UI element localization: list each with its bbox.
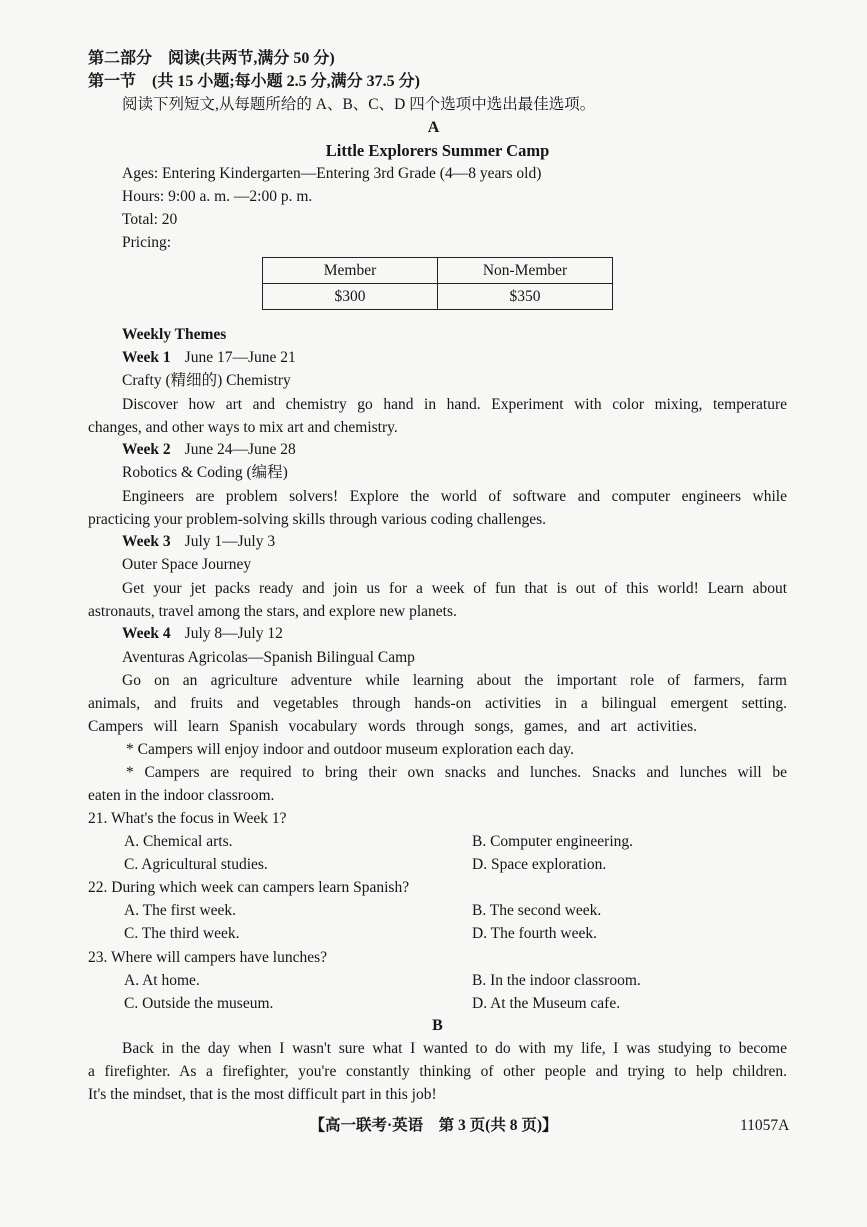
question-22-option-b[interactable]: B. The second week. xyxy=(472,902,602,919)
week-1-header xyxy=(122,347,296,369)
part-title: 第二部分 阅读(共两节,满分 50 分) xyxy=(88,50,335,67)
week-1-label: Week 1 xyxy=(122,349,171,366)
pricing-value-row xyxy=(263,284,613,310)
week-2-desc-line2: practicing your problem-solving skills through various coding challenges. xyxy=(88,511,547,528)
week-4-label: Week 4 xyxy=(122,625,171,642)
week-3-header xyxy=(122,531,275,553)
ages-line: Ages: Entering Kindergarten—Entering 3rd Grade (4—8 years old) xyxy=(122,165,542,182)
week-1-desc-line2: changes, and other ways to mix art and chemistry. xyxy=(88,419,398,436)
week-2-dates: June 24—June 28 xyxy=(184,441,296,458)
instruction: 阅读下列短文,从每题所给的 A、B、C、D 四个选项中选出最佳选项。 xyxy=(122,96,596,113)
question-23-option-c[interactable]: C. Outside the museum. xyxy=(124,995,274,1012)
footer-page-info: 【高一联考·英语 第 3 页(共 8 页)】 xyxy=(309,1117,558,1134)
question-22-option-c[interactable]: C. The third week. xyxy=(124,925,240,942)
pricing-header-member: Member xyxy=(263,258,438,284)
question-22-stem: 22. During which week can campers learn Spanish? xyxy=(88,879,410,896)
week-4-header xyxy=(122,623,283,645)
week-3-desc-line1: Get your jet packs ready and join us for a week of fun that is out of this world! Learn about xyxy=(122,580,787,597)
passage-b-line2: a firefighter. As a firefighter, you're constantly thinking of other people and trying to help children. xyxy=(88,1063,787,1080)
question-23-option-b[interactable]: B. In the indoor classroom. xyxy=(472,972,641,989)
week-4-desc-line1: Go on an agriculture adventure while learning about the important role of farmers, farm xyxy=(122,672,787,689)
pricing-value-nonmember: $350 xyxy=(438,284,613,310)
question-23-option-d[interactable]: D. At the Museum cafe. xyxy=(472,995,621,1012)
week-3-desc-line2: astronauts, travel among the stars, and explore new planets. xyxy=(88,603,457,620)
question-21-option-d[interactable]: D. Space exploration. xyxy=(472,856,607,873)
passage-b-line1: Back in the day when I wasn't sure what I wanted to do with my life, I was studying to become xyxy=(122,1040,787,1057)
note-snacks-line1: * Campers are required to bring their own snacks and lunches. Snacks and lunches will be xyxy=(126,764,787,781)
pricing-value-member: $300 xyxy=(263,284,438,310)
week-3-label: Week 3 xyxy=(122,533,171,550)
question-21-option-b[interactable]: B. Computer engineering. xyxy=(472,833,633,850)
week-4-dates: July 8—July 12 xyxy=(184,625,283,642)
week-4-theme: Aventuras Agricolas—Spanish Bilingual Camp xyxy=(122,649,415,666)
weekly-themes-heading: Weekly Themes xyxy=(122,326,227,343)
week-2-header xyxy=(122,439,296,461)
section-title: 第一节 (共 15 小题;每小题 2.5 分,满分 37.5 分) xyxy=(88,73,420,90)
week-1-desc-line1: Discover how art and chemistry go hand in hand. Experiment with color mixing, temperature xyxy=(122,396,787,413)
week-1-dates: June 17—June 21 xyxy=(184,349,296,366)
question-22-option-a[interactable]: A. The first week. xyxy=(124,902,237,919)
week-4-desc-line3: Campers will learn Spanish vocabulary words through songs, games, and art activities. xyxy=(88,718,697,735)
question-21-stem: 21. What's the focus in Week 1? xyxy=(88,810,287,827)
passage-b-line3: It's the mindset, that is the most difficult part in this job! xyxy=(88,1086,437,1103)
pricing-label: Pricing: xyxy=(122,234,172,251)
question-22-option-d[interactable]: D. The fourth week. xyxy=(472,925,597,942)
passage-letter-a: A xyxy=(427,119,440,136)
week-2-label: Week 2 xyxy=(122,441,171,458)
total-line: Total: 20 xyxy=(122,211,178,228)
footer-code: 11057A xyxy=(740,1117,790,1134)
question-21-option-a[interactable]: A. Chemical arts. xyxy=(124,833,233,850)
note-museum: * Campers will enjoy indoor and outdoor museum exploration each day. xyxy=(126,741,574,758)
pricing-header-nonmember: Non-Member xyxy=(438,258,613,284)
week-4-desc-line2: animals, and fruits and vegetables through hands-on activities in a bilingual emergent setting. xyxy=(88,695,787,712)
note-snacks-line2: eaten in the indoor classroom. xyxy=(88,787,275,804)
week-3-dates: July 1—July 3 xyxy=(184,533,276,550)
pricing-table xyxy=(262,257,613,310)
week-3-theme: Outer Space Journey xyxy=(122,556,252,573)
hours-line: Hours: 9:00 a. m. —2:00 p. m. xyxy=(122,188,313,205)
passage-title: Little Explorers Summer Camp xyxy=(325,141,550,160)
pricing-header-row xyxy=(263,258,613,284)
passage-letter-b: B xyxy=(432,1017,443,1034)
week-2-theme: Robotics & Coding (编程) xyxy=(122,464,288,481)
question-23-option-a[interactable]: A. At home. xyxy=(124,972,200,989)
week-1-theme: Crafty (精细的) Chemistry xyxy=(122,372,291,389)
question-23-stem: 23. Where will campers have lunches? xyxy=(88,949,328,966)
week-2-desc-line1: Engineers are problem solvers! Explore the world of software and computer engineers while xyxy=(122,488,787,505)
question-21-option-c[interactable]: C. Agricultural studies. xyxy=(124,856,268,873)
